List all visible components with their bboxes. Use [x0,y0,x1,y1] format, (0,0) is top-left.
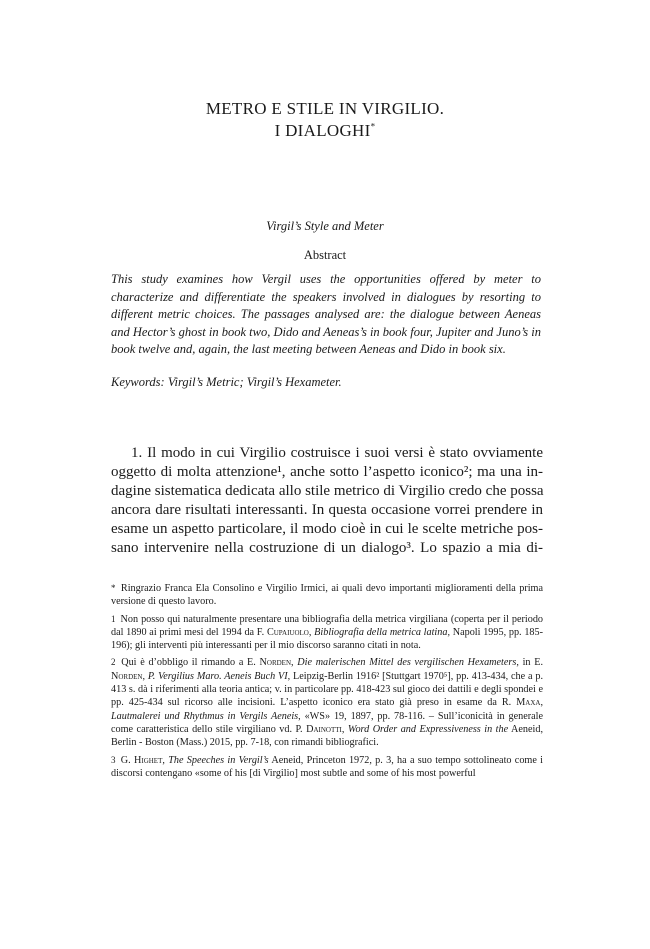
footnote-author: Cupaiuolo [266,626,309,638]
footnote-text: G. [120,754,134,766]
body-line: dagine sistematica dedicata allo stile metrico di Virgilio credo che possa [111,483,544,499]
footnote-work-title: Bibliografia della metrica latina, [314,626,450,638]
footnote-number: 2 [111,657,116,668]
footnote-author: Norden [111,670,143,682]
footnote-star-text: Ringrazio Franca Ela Consolino e Virgilio Irmici, ai quali devo importanti miglioramenti della prima versione di questo lavoro. [111,583,543,608]
footnote-work-title: P. Vergilius Maro. Aeneis Buch VI, [147,670,291,682]
footnote-work-title: Die malerischen Mittel des vergilischen Hexameters [297,657,517,669]
body-line: esame un aspetto particolare, il modo cioè in cui le scelte metriche pos- [111,521,543,537]
footnote-text: Aeneid, Princeton 1972, p. 3, ha a suo tempo sottolineato come i discorsi contengano «some of his [di Virgilio] most subtle and some of his most powerful [111,754,543,779]
body-line: ancora dare risultati interessanti. In questa occasione vorrei prendere in [111,502,543,518]
footnote-text: , «WS» 19, 1897, pp. 78-116. – Sull’iconicità in generale come caratteristica dello stile virgiliano vd. P. [111,710,544,735]
body-paragraph [111,444,543,558]
title-line-1: METRO E STILE IN VIRGILIO. [205,99,445,118]
footnote-text: Non posso qui naturalmente presentare una bibliografia della metrica virgiliana (coperta per il periodo dal 1890 ai primi mesi del 1994 da F. [111,613,544,638]
footnote-text: Aeneid, Berlin - Boston (Mass.) 2015, pp. 7-18, con rimandi bibliografici. [111,723,544,749]
body-line: 1. Il modo in cui Virgilio costruisce i suoi versi è stato ovviamente [131,445,543,461]
footnote-number: 3 [111,754,116,765]
footnote-star [111,582,543,609]
footnote-author: Maxa [516,697,541,709]
article-title [0,98,650,142]
footnote-mark: * [111,583,116,593]
footnote-text: , in E. [516,657,543,669]
footnote-1: 1 Non posso qui naturalmente presentare una bibliografia della metrica virgiliana (coperta per il periodo dal 1890 ai primi mesi del 1994 da F. Cupaiuolo, Bibliografia della metrica latina, Napoli 1995, pp. 185-196); gli interventi più interessanti per il mio discorso saranno citati in nota. [111,613,544,652]
footnote-author: Norden [259,657,292,669]
footnote-work-title: Word Order and Expressiveness in the [347,723,509,735]
footnote-2: 2 Qui è d’obbligo il rimando a E. Norden, Die malerischen Mittel des vergilischen Hexameters, in E. Norden, P. Vergilius Maro. Aeneis Buch VI, Leipzig-Berlin 1916² [Stuttgart 1970⁵], pp. 413-434, che a p. 413 s. dà i riferimenti alla teoria antica; v. in particolare pp. 418-423 sul gioco dei dattili e degli spondei e pp. 425-434 sul ricorso alle incisioni. L’aspetto iconico era stato già preso in esame da R. Maxa, Lautmalerei und Rhythmus in Vergils Aeneis, «WS» 19, 1897, pp. 78-116. – Sull’iconicità in generale come caratteristica dello stile virgiliano vd. P. Dainotti, Word Order and Expressiveness in the Aeneid, Berlin - Boston (Mass.) 2015, pp. 7-18, con rimandi bibliografici. [111,657,544,749]
abstract-text: This study examines how Vergil uses the opportunities offered by meter to characterize and differentiate the speakers involved in dialogues by resorting to different metric choices. The passages analysed are: the dialogue between Aeneas and Hector’s ghost in book two, Dido and Aeneas’s in book four, Jupiter and Juno’s in book twelve and, again, the last meeting between Aeneas and Dido in book six. [111,272,541,356]
footnote-number: 1 [111,613,116,624]
footnote-text: Qui è d’obbligo il rimando a E. [121,657,260,669]
keywords: Keywords: Virgil’s Metric; Virgil’s Hexameter. [111,375,342,389]
footnote-text: Leipzig-Berlin 1916² [Stuttgart 1970⁵], pp. 413-434, che a p. 413 s. dà i riferimenti alla teoria antica; v. in particolare pp. 418-423 sul gioco dei dattili e degli spondei e pp. 425-434 sul ricorso alle incisioni. L’aspetto iconico era stato già preso in esame da R. [111,670,543,709]
footnotes [111,582,543,784]
english-title: Virgil’s Style and Meter [266,219,384,233]
footnote-3: 3 G. Highet, The Speeches in Vergil’s Aeneid, Princeton 1972, p. 3, ha a suo tempo sottolineato come i discorsi contengano «some of his [di Virgilio] most subtle and some of his most powerful [111,754,543,779]
abstract-heading: Abstract [303,248,347,262]
title-line-2 [0,120,650,142]
body-line: oggetto di molta attenzione¹, anche sotto l’aspetto iconico²; ma una in- [111,464,543,480]
footnote-text: Napoli 1995, pp. 185-196); gli interventi più interessanti per il mio discorso saranno citati in nota. [111,626,543,652]
title-footnote-mark: * [370,121,376,132]
body-line: sano intervenire nella costruzione di un dialogo³. Lo spazio a mia di- [111,540,543,556]
footnote-author: Highet [134,754,163,766]
footnote-work-title: Lautmalerei und Rhythmus in Vergils Aeneis [111,710,299,722]
footnote-author: Dainotti [306,723,342,735]
title-line-2-text: I DIALOGHI [274,121,371,140]
footnote-work-title: The Speeches in Vergil’s [168,754,269,766]
